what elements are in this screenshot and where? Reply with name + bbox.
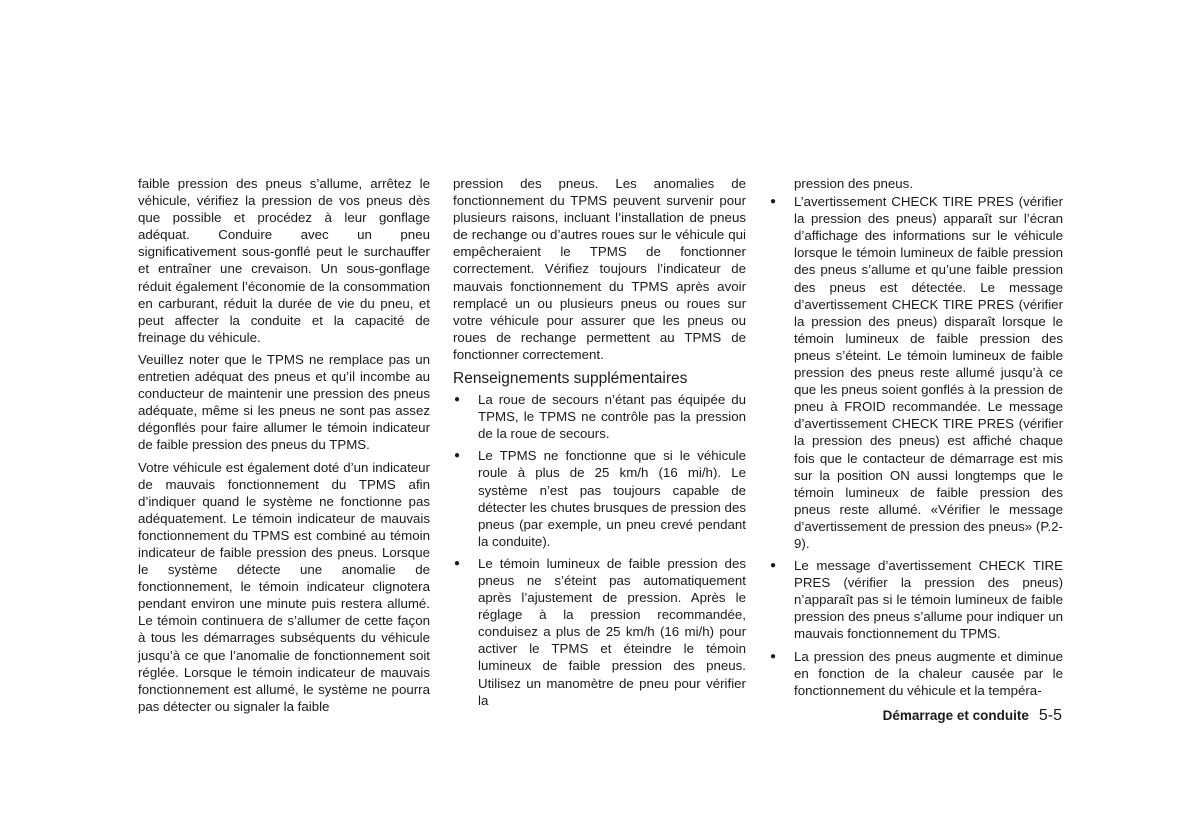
list-item: ● Le message d’avertissement CHECK TIRE PRES (vérifier la pression des pneus) n’apparaît pas si le témoin lumineux de faible pression des pneus s’allume pour indiquer un mauvais fonctionnement du TPMS. xyxy=(769,557,1063,642)
paragraph: Veuillez noter que le TPMS ne remplace pas un entretien adéquat des pneus et qu’il incombe au conducteur de maintenir une pression des pneus adéquate, même si les pneus ne sont pas assez dégonflés pour faire allumer le témoin indicateur de faible pression des pneus du TPMS. xyxy=(138,351,430,453)
paragraph: pression des pneus. Les anomalies de fonctionnement du TPMS peuvent survenir pour plusieurs raisons, incluant l’installation de pneus de rechange ou d’autres roues sur le véhicule qui empêcheraient le TPMS de fonctionner correctement. Vérifiez toujours l’indicateur de mauvais fonctionnement du TPMS après avoir remplacé un ou plusieurs pneus ou roues sur votre véhicule pour assurer que les pneus ou roues de rechange permettent au TPMS de fonctionner correctement. xyxy=(453,176,746,362)
list-item: ● L’avertissement CHECK TIRE PRES (vérifier la pression des pneus) apparaît sur l’écran d’affichage des informations sur le véhicule lorsque le témoin lumineux de faible pression des pneus s’allume et qu’une faible pression des pneus est détectée. Le message d’avertissement CHECK TIRE PRES (vérifier la pression des pneus) disparaît lorsque le témoin lumineux de faible pression des pneus s’éteint. Le témoin lumineux de faible pression des pneus reste allumé jusqu’à ce que les pneus soient gonflés à la pression de pneu à FROID recommandée. Le message d’avertissement CHECK TIRE PRES (vérifier la pression des pneus) est affiché chaque fois que le contacteur de démarrage est mis sur la position ON aussi longtemps que le témoin lumineux de faible pression des pneus reste allumé. «Vérifier le message d’avertissement de pression des pneus» (P.2-9). xyxy=(769,193,1063,552)
bullet-list xyxy=(453,391,746,709)
section-title: Démarrage et conduite xyxy=(882,708,1029,723)
continued-text: pression des pneus. xyxy=(794,176,914,191)
list-item: ● Le TPMS ne fonctionne que si le véhicule roule à plus de 25 km/h (16 mi/h). Le système n’est pas toujours capable de détecter les chutes brusques de pression des pneus (par exemple, un pneu crevé pendant la conduite). xyxy=(453,447,746,550)
column-left xyxy=(138,175,430,720)
column-middle xyxy=(453,175,746,714)
list-item: ● La pression des pneus augmente et diminue en fonction de la chaleur causée par le fonctionnement du véhicule et la tempéra- xyxy=(769,648,1063,699)
paragraph: Votre véhicule est également doté d’un indicateur de mauvais fonctionnement du TPMS afin d’indiquer quand le système ne fonctionne pas adéquatement. Le témoin indicateur de mauvais fonctionnement du TPMS est combiné au témoin indicateur de faible pression des pneus. Lorsque le système détecte une anomalie de fonctionnement, le témoin indicateur clignotera pendant environ une minute puis restera allumé. Le témoin continuera de s’allumer de cette façon à tous les démarrages subséquents du véhicule jusqu’à ce que l’anomalie de fonctionnement soit réglée. Lorsque le témoin indicateur de mauvais fonctionnement est allumé, le système ne pourra pas détecter ou signaler la faible xyxy=(138,459,430,714)
list-item: ● Le témoin lumineux de faible pression des pneus ne s’éteint pas automatiquement après l’ajustement de pression. Après le réglage à la pression recommandée, conduisez a plus de 25 km/h (16 mi/h) pour activer le TPMS et éteindre le témoin lumineux de faible pression des pneus. Utilisez un manomètre de pneu pour vérifier la xyxy=(453,555,746,709)
section-heading: Renseignements supplémentaires xyxy=(453,370,688,388)
list-item: ● La roue de secours n’étant pas équipée du TPMS, le TPMS ne contrôle pas la pression de la roue de secours. xyxy=(453,391,746,442)
page-footer xyxy=(883,707,1062,725)
paragraph: faible pression des pneus s’allume, arrêtez le véhicule, vérifiez la pression de vos pneus dès que possible et procédez à leur gonflage adéquat. Conduire avec un pneu significativement sous-gonflé peut le surchauffer et entraîner une crevaison. Un sous-gonflage réduit également l’économie de la consommation en carburant, réduit la durée de vie du pneu, et peut affecter la conduite et la capacité de freinage du véhicule. xyxy=(138,176,430,345)
column-right xyxy=(769,175,1063,704)
bullet-list xyxy=(769,193,1063,699)
page-number: 5-5 xyxy=(1038,707,1062,724)
